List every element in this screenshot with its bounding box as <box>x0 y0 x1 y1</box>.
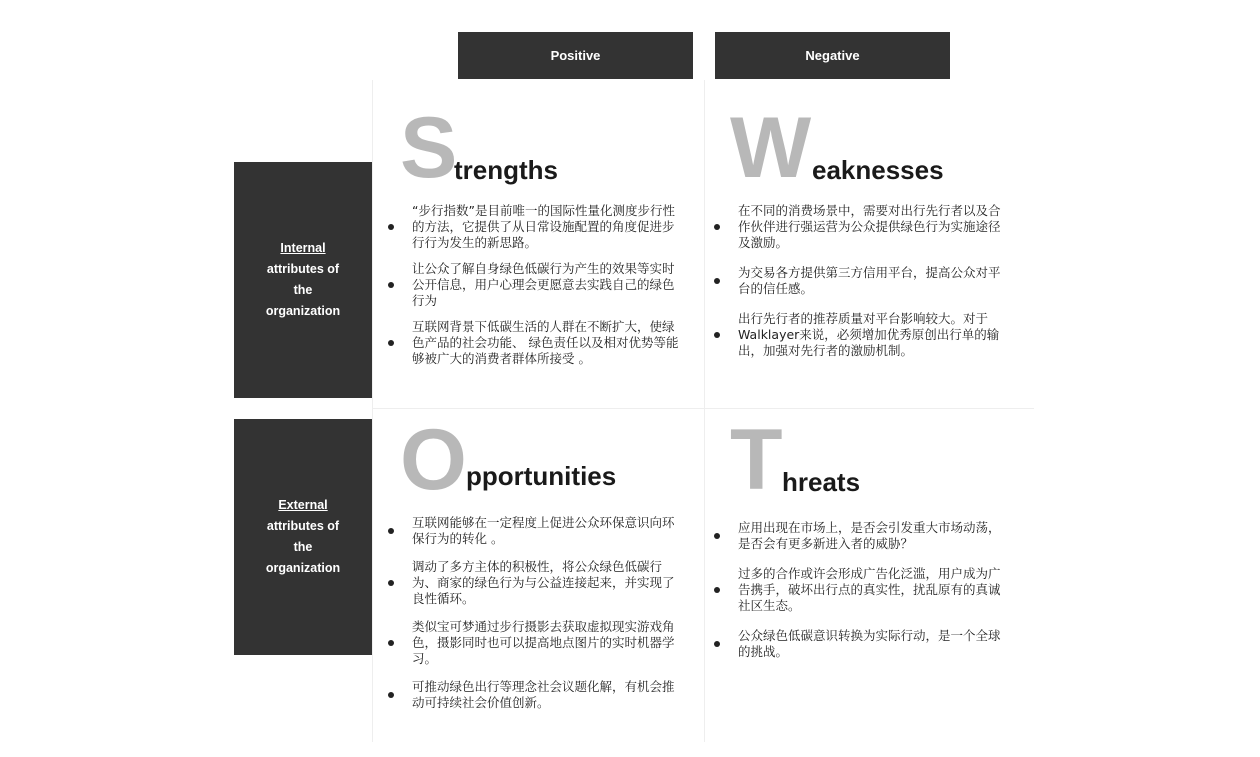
list-item: 可推动绿色出行等理念社会议题化解，有机会推动可持续社会价值创新。 <box>388 679 682 711</box>
bullet-icon <box>714 641 720 647</box>
external-label-line1: External <box>278 498 328 512</box>
bullet-icon <box>388 528 394 534</box>
external-attributes-label <box>234 419 372 655</box>
bullet-icon <box>388 692 394 698</box>
bullet-icon <box>388 640 394 646</box>
external-label-line2: attributes of <box>266 519 340 533</box>
strengths-word: trengths <box>454 155 558 185</box>
weaknesses-word: eaknesses <box>812 155 944 185</box>
external-label-line4: organization <box>265 561 341 575</box>
opportunities-list <box>388 515 682 711</box>
list-item: 出行先行者的推荐质量对平台影响较大。对于Walklayer来说，必须增加优秀原创出行单的输出，加强对先行者的激励机制。 <box>714 311 1004 359</box>
list-item: 在不同的消费场景中，需要对出行先行者以及合作伙伴进行强运营为公众提供绿色行为实施途径及激励。 <box>714 203 1004 251</box>
list-item: 互联网能够在一定程度上促进公众环保意识向环保行为的转化 。 <box>388 515 682 547</box>
strengths-title <box>400 100 720 196</box>
bullet-icon <box>714 587 720 593</box>
internal-label-line1: Internal <box>280 241 326 255</box>
strengths-list <box>388 203 682 367</box>
internal-label-line3: the <box>293 283 313 297</box>
opportunities-quadrant <box>400 412 690 740</box>
positive-header-label: Positive <box>550 48 601 63</box>
strengths-quadrant <box>400 100 690 398</box>
weaknesses-title <box>730 100 1050 196</box>
bullet-icon <box>388 282 394 288</box>
opportunities-word: pportunities <box>466 461 617 491</box>
bullet-icon <box>388 580 394 586</box>
list-item: “步行指数”是目前唯一的国际性量化测度步行性的方法，它提供了从日常设施配置的角度促进步行行为发生的新思路。 <box>388 203 682 251</box>
internal-label-line4: organization <box>265 304 341 318</box>
positive-header <box>458 32 693 79</box>
grid-line-left <box>372 80 373 742</box>
list-item: 让公众了解自身绿色低碳行为产生的效果等实时公开信息，用户心理会更愿意去实践自己的绿色行为 <box>388 261 682 309</box>
negative-header <box>715 32 950 79</box>
bullet-icon <box>714 278 720 284</box>
threats-letter: T <box>730 412 783 508</box>
list-item: 调动了多方主体的积极性，将公众绿色低碳行为、商家的绿色行为与公益连接起来，并实现了良性循环。 <box>388 559 682 607</box>
threats-word: hreats <box>782 467 861 497</box>
negative-header-label: Negative <box>805 48 860 63</box>
bullet-icon <box>714 224 720 230</box>
threats-quadrant <box>730 412 1020 740</box>
opportunities-title <box>400 412 720 508</box>
internal-label-line2: attributes of <box>266 262 340 276</box>
list-item: 互联网背景下低碳生活的人群在不断扩大，使绿色产品的社会功能、 绿色责任以及相对优势等能够被广大的消费者群体所接受 。 <box>388 319 682 367</box>
bullet-icon <box>714 332 720 338</box>
external-label-line3: the <box>293 540 313 554</box>
bullet-icon <box>388 224 394 230</box>
bullet-icon <box>388 340 394 346</box>
weaknesses-letter: W <box>730 100 812 196</box>
internal-attributes-label <box>234 162 372 398</box>
weaknesses-list <box>714 203 1004 359</box>
list-item: 公众绿色低碳意识转换为实际行动，是一个全球的挑战。 <box>714 628 1004 660</box>
strengths-letter: S <box>400 100 458 196</box>
grid-line-horizontal <box>372 408 1034 409</box>
bullet-icon <box>714 533 720 539</box>
list-item: 类似宝可梦通过步行摄影去获取虚拟现实游戏角色，摄影同时也可以提高地点图片的实时机器学习。 <box>388 619 682 667</box>
opportunities-letter: O <box>400 412 467 508</box>
list-item: 为交易各方提供第三方信用平台，提高公众对平台的信任感。 <box>714 265 1004 297</box>
weaknesses-quadrant <box>730 100 1020 398</box>
threats-title <box>730 412 1050 508</box>
list-item: 过多的合作或许会形成广告化泛滥，用户成为广告携手，破坏出行点的真实性，扰乱原有的真诚社区生态。 <box>714 566 1004 614</box>
list-item: 应用出现在市场上，是否会引发重大市场动荡，是否会有更多新进入者的威胁？ <box>714 520 1004 552</box>
threats-list <box>714 520 1004 660</box>
